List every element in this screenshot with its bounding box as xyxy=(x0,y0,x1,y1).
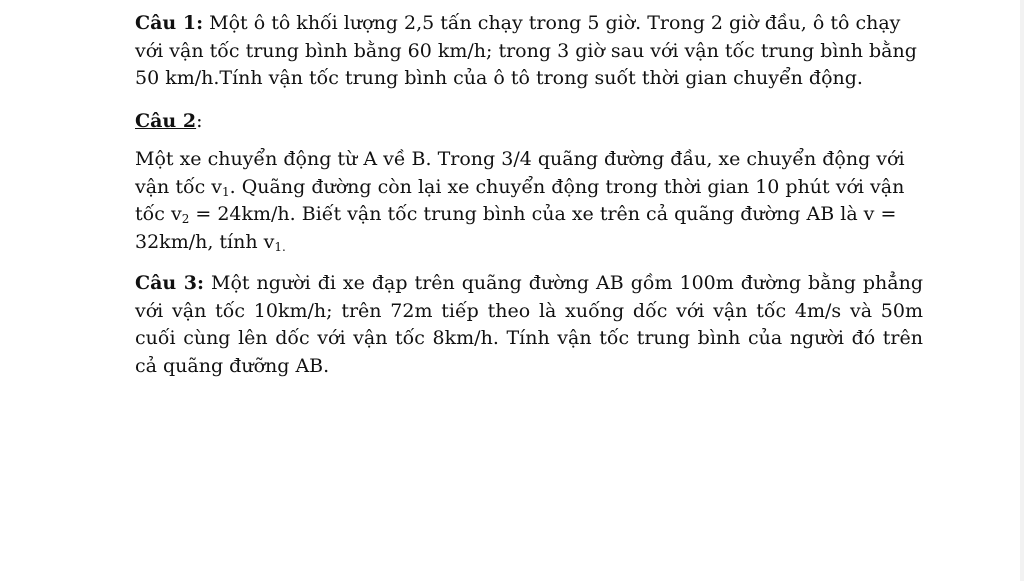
question-2-line-2 xyxy=(135,174,923,202)
question-2-line-1-text: Một xe chuyển động từ A về B. Trong 3/4 quãng đường đầu, xe chuyển động với xyxy=(135,148,905,170)
question-3-text: Một người đi xe đạp trên quãng đường AB gồm 100m đường bằng phẳng với vận tốc 10km/h; trên 72m tiếp theo là xuống dốc với vận tốc 4m/s và 50m cuối cùng lên dốc với vận tốc 8km/h. Tính vận tốc trung bình của người đó trên cả quãng đưỡng AB. xyxy=(135,272,923,377)
v1-subscript-end: 1. xyxy=(274,239,286,254)
question-1 xyxy=(135,10,923,93)
v2-subscript: 2 xyxy=(181,212,190,226)
question-2-line-2-text-b: . Quãng đường còn lại xe chuyển động trong thời gian 10 phút với vận xyxy=(229,175,905,198)
question-2-line-3 xyxy=(135,201,923,229)
question-2-heading xyxy=(135,108,923,136)
question-2-colon: : xyxy=(196,110,203,132)
page-edge-divider xyxy=(1020,0,1024,581)
question-1-text: Một ô tô khối lượng 2,5 tấn chạy trong 5 giờ. Trong 2 giờ đầu, ô tô chạy với vận tốc trung bình bằng 60 km/h; trong 3 giờ sau với vận tốc trung bình bằng 50 km/h.Tính vận tốc trung bình của ô tô trong suốt thời gian chuyển động. xyxy=(135,12,917,89)
question-2-line-4-text: 32km/h, tính v xyxy=(135,230,275,253)
question-2-line-3-text-b: = 24km/h. Biết vận tốc trung bình của xe trên cả quãng đường AB là v = xyxy=(189,203,897,225)
question-2-line-1 xyxy=(135,146,923,174)
v1-subscript: 1 xyxy=(222,184,230,199)
question-1-label: Câu 1: xyxy=(135,12,204,34)
question-3 xyxy=(135,270,923,380)
question-2-body xyxy=(135,146,923,256)
question-3-label: Câu 3: xyxy=(135,272,205,294)
question-2-line-2-text-a: vận tốc v xyxy=(135,175,223,198)
question-2-line-4 xyxy=(135,229,923,257)
question-2-line-3-text-a: tốc v xyxy=(135,203,182,225)
question-2-label: Câu 2 xyxy=(135,110,197,132)
